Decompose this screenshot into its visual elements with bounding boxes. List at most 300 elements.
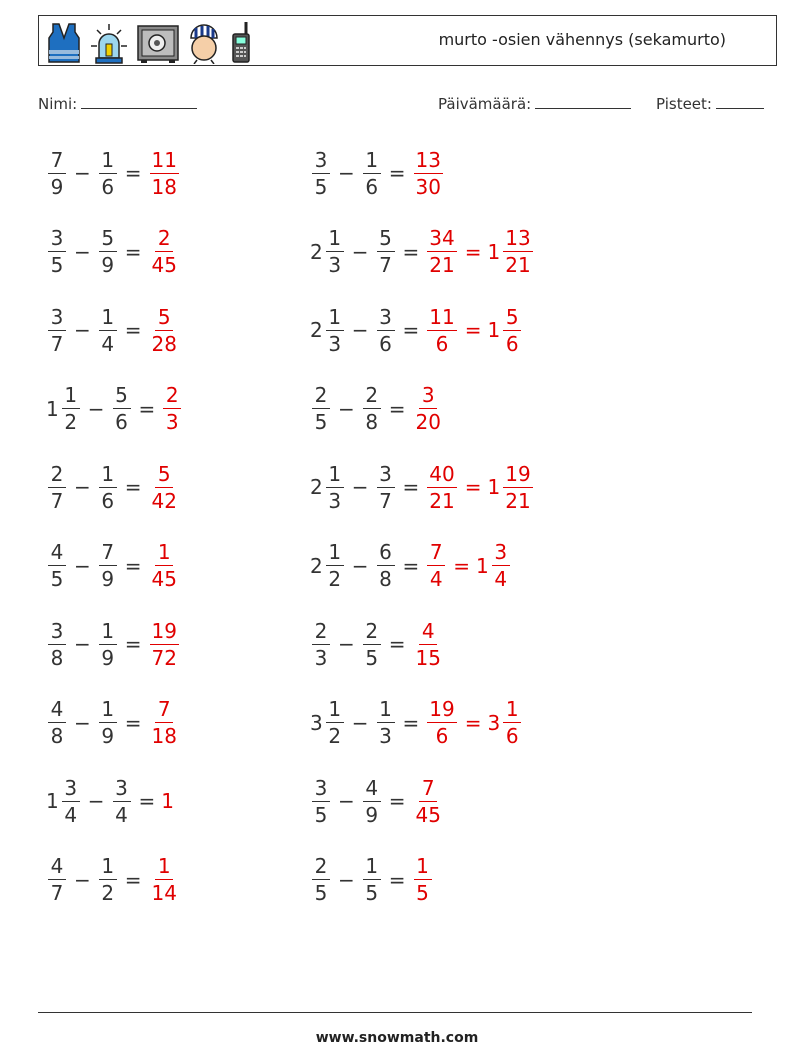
fraction [377,698,395,747]
minus-sign: − [74,161,91,185]
equals-sign: = [138,789,156,813]
subtrahend [97,306,119,355]
whole-part: 1 [487,318,501,342]
fraction [99,698,117,747]
problem-item [310,612,445,676]
score-label: Pisteet: [656,95,712,113]
denominator: 7 [379,253,392,277]
answer [148,149,181,198]
minus-sign: − [338,867,355,892]
footer-divider [38,1012,752,1013]
answer-fraction [412,384,445,433]
fraction [312,777,330,826]
numerator: 34 [429,226,455,250]
numerator: 1 [99,463,117,488]
fraction [163,384,181,433]
numerator: 5 [113,384,131,409]
denominator: 5 [314,802,328,827]
denominator: 2 [328,567,342,591]
answer-mixed-number [487,698,523,747]
numerator: 13 [505,226,531,250]
denominator: 3 [379,724,392,748]
minus-sign: − [87,396,105,421]
answer-fraction [148,463,181,512]
subtrahend [375,541,397,590]
equals-sign: = [402,475,420,499]
numerator: 2 [163,384,181,409]
answer-fraction [425,698,458,747]
answer-fraction [161,384,183,433]
fraction [492,541,510,590]
whole-part: 1 [46,396,59,421]
fraction [48,149,66,198]
numerator: 1 [326,541,344,566]
fraction [427,463,456,512]
minus-sign: − [74,475,91,499]
denominator: 4 [429,567,443,591]
problem-item [310,455,535,519]
numerator: 19 [429,697,455,721]
answer-equals-sign: = [464,710,482,735]
subtrahend [111,384,133,433]
answer [148,855,181,904]
denominator: 5 [416,881,429,905]
whole-part: 2 [310,239,323,264]
numerator: 1 [326,306,344,331]
problem-item [310,848,434,912]
equals-sign: = [124,239,142,264]
fraction [150,227,179,276]
subtrahend [97,698,119,747]
denominator: 8 [50,724,64,748]
fraction [150,306,179,355]
denominator: 9 [50,174,64,199]
fraction [99,227,117,276]
fraction [427,541,445,590]
numerator: 1 [363,855,381,880]
numerator: 1 [99,855,117,880]
denominator: 8 [379,567,392,591]
denominator: 7 [379,488,392,513]
fraction [48,855,66,904]
equals-sign: = [124,553,142,578]
numerator: 3 [492,541,510,566]
denominator: 4 [64,802,78,827]
denominator: 6 [505,724,519,748]
problem-item [310,769,445,833]
numerator: 7 [419,777,437,802]
numerator: 2 [48,463,66,488]
numerator: 1 [62,384,80,409]
fraction [312,620,330,669]
answer-fraction [412,149,445,198]
answer [425,541,512,590]
answer-fraction [148,149,181,198]
fraction [326,227,344,276]
name-label: Nimi: [38,95,78,113]
fraction [48,620,66,669]
fraction [427,698,456,747]
equals-sign: = [388,632,406,656]
problem-item [46,612,181,676]
denominator: 21 [429,253,455,277]
numerator: 5 [377,227,395,252]
denominator: 5 [314,881,328,905]
answer [161,789,174,813]
numerator: 5 [99,227,117,252]
numerator: 3 [48,620,66,645]
fraction [326,698,344,747]
numerator: 1 [155,541,173,566]
equals-sign: = [388,396,406,421]
denominator: 3 [165,410,179,434]
fraction [48,306,66,355]
fraction [99,149,117,198]
equals-sign: = [388,161,406,185]
numerator: 2 [363,384,381,409]
minus-sign: − [74,867,91,892]
minus-sign: − [351,318,369,342]
numerator: 1 [377,698,395,723]
minuend [310,149,332,198]
answer-fraction [412,777,445,826]
fraction [377,227,395,276]
numerator: 3 [377,463,395,488]
minuend [46,541,68,590]
denominator: 21 [505,253,531,277]
denominator: 9 [101,724,115,748]
equals-sign: = [124,710,142,735]
footer-url: www.snowmath.com [315,1030,479,1046]
minuend [46,620,68,669]
numerator: 4 [48,698,66,723]
numerator: 1 [326,227,344,252]
denominator: 2 [328,724,342,748]
denominator: 6 [115,410,128,434]
fraction [377,306,395,355]
numerator: 19 [505,461,531,486]
denominator: 5 [50,253,64,277]
denominator: 30 [415,174,441,199]
fraction [150,698,179,747]
denominator: 21 [429,488,455,513]
denominator: 9 [101,645,115,670]
denominator: 7 [50,331,64,356]
numerator: 11 [429,304,455,329]
minuend [46,384,82,433]
numerator: 3 [48,227,66,252]
fraction [363,149,381,198]
minuend [310,306,346,355]
fraction [326,541,344,590]
problem-item [46,298,181,362]
equals-sign: = [388,789,406,813]
minuend [310,698,346,747]
answer-fraction [412,855,434,904]
fraction [363,384,381,433]
subtrahend [97,149,119,198]
fraction [503,698,521,747]
fraction [414,777,443,826]
fraction [48,541,66,590]
fraction [113,777,131,826]
fraction [150,620,179,669]
answer-fraction [148,541,181,590]
fraction [427,306,456,355]
fraction [150,541,179,590]
numerator: 1 [99,306,117,331]
numerator: 6 [377,541,395,566]
denominator: 45 [151,253,177,277]
answer-mixed-number [487,463,534,512]
equals-sign: = [402,710,420,735]
numerator: 1 [363,149,381,174]
subtrahend [361,855,383,904]
numerator: 7 [48,149,66,174]
subtrahend [375,698,397,747]
minuend [46,777,82,826]
fraction [99,620,117,669]
minuend [310,463,346,512]
numerator: 1 [155,855,173,880]
subtrahend [375,227,397,276]
fraction [363,620,381,669]
denominator: 9 [101,567,115,591]
subtrahend [375,306,397,355]
equals-sign: = [124,632,142,656]
problem-item [46,141,181,205]
whole-part: 1 [487,239,501,264]
whole-part: 3 [487,710,501,735]
whole-part: 1 [46,789,59,813]
answer [425,463,534,512]
answer-equals-sign: = [464,318,482,342]
minus-sign: − [74,710,91,735]
denominator: 28 [151,331,177,356]
whole-part: 3 [310,710,323,735]
minus-sign: − [351,710,369,735]
fraction [414,149,443,198]
numerator: 5 [503,306,521,331]
minus-sign: − [351,239,369,264]
denominator: 6 [435,724,449,748]
denominator: 3 [328,253,342,277]
denominator: 9 [101,253,115,277]
denominator: 45 [151,567,177,591]
numerator: 5 [155,463,173,488]
denominator: 42 [151,488,177,513]
denominator: 5 [50,567,64,591]
answer-fraction [148,306,181,355]
answer [148,463,181,512]
numerator: 7 [155,698,173,723]
fraction [312,149,330,198]
minus-sign: − [74,632,91,656]
numerator: 2 [312,855,330,880]
denominator: 14 [151,881,177,905]
numerator: 1 [326,698,344,723]
answer [148,306,181,355]
subtrahend [97,541,119,590]
denominator: 21 [505,488,531,513]
fraction [326,306,344,355]
subtrahend [97,227,119,276]
numerator: 7 [99,541,117,566]
numerator: 3 [377,306,395,331]
denominator: 6 [435,331,449,356]
denominator: 6 [379,331,392,356]
denominator: 7 [50,881,64,905]
fraction [312,855,330,904]
answer-fraction [148,620,181,669]
denominator: 6 [505,331,519,356]
denominator: 8 [50,645,64,670]
denominator: 4 [115,802,128,827]
answer [412,149,445,198]
numerator: 1 [99,620,117,645]
answer [425,306,523,355]
fraction [377,541,395,590]
subtrahend [361,620,383,669]
numerator: 2 [155,227,173,252]
fraction [48,463,66,512]
denominator: 6 [101,174,115,199]
denominator: 18 [151,724,177,748]
fraction [427,227,456,276]
minus-sign: − [338,632,355,656]
answer [161,384,183,433]
minus-sign: − [74,553,91,578]
minuend [310,777,332,826]
answer [412,855,434,904]
numerator: 1 [99,698,117,723]
subtrahend [375,463,397,512]
answer-fraction [148,698,181,747]
numerator: 1 [326,463,344,488]
denominator: 4 [101,331,115,356]
subtrahend [97,620,119,669]
denominator: 6 [101,488,115,513]
minuend [46,855,68,904]
answer-mixed-number [487,227,534,276]
denominator: 20 [415,410,441,434]
numerator: 4 [363,777,381,802]
answer-equals-sign: = [464,239,482,264]
equals-sign: = [402,318,420,342]
problem-item [46,455,181,519]
equals-sign: = [402,239,420,264]
numerator: 7 [427,541,445,566]
equals-sign: = [124,318,142,342]
subtrahend [97,855,119,904]
denominator: 5 [314,410,328,434]
numerator: 4 [48,541,66,566]
denominator: 2 [101,881,115,905]
denominator: 8 [365,410,379,434]
minus-sign: − [338,789,355,813]
numerator: 3 [312,149,330,174]
subtrahend [361,384,383,433]
equals-sign: = [124,867,142,892]
whole-part: 1 [476,553,489,578]
fraction [150,855,179,904]
problem-item [310,377,445,441]
numerator: 3 [48,306,66,331]
minus-sign: − [74,318,91,342]
worksheet-title: murto -osien vähennys (sekamurto) [438,30,726,49]
numerator: 13 [415,147,441,172]
fraction [62,777,80,826]
fraction [503,227,532,276]
numerator: 2 [312,384,330,409]
numerator: 3 [62,777,80,802]
problem-item [46,691,181,755]
minuend [310,620,332,669]
fraction [503,306,521,355]
denominator: 3 [328,488,342,513]
problem-item [46,377,183,441]
answer-fraction [148,855,181,904]
denominator: 3 [328,331,342,356]
answer [412,777,445,826]
minuend [46,306,68,355]
minus-sign: − [351,475,369,499]
whole-part: 2 [310,553,323,578]
whole-part: 2 [310,475,323,499]
minus-sign: − [74,239,91,264]
denominator: 5 [365,881,379,905]
minus-sign: − [338,396,355,421]
fraction [414,384,443,433]
problem-item [310,141,445,205]
fraction [48,227,66,276]
answer-fraction [425,463,458,512]
whole-part: 1 [487,475,501,499]
fraction [48,698,66,747]
minuend [310,855,332,904]
numerator: 4 [48,855,66,880]
denominator: 4 [494,567,508,591]
denominator: 45 [415,802,441,827]
numerator: 11 [151,147,177,172]
answer-fraction [425,227,458,276]
denominator: 5 [314,174,328,199]
fraction [414,620,443,669]
problem-item [310,691,523,755]
numerator: 40 [429,461,455,486]
minuend [310,227,346,276]
numerator: 5 [155,306,173,331]
numerator: 3 [113,777,131,802]
fraction [99,306,117,355]
numerator: 1 [503,698,521,723]
denominator: 72 [151,645,177,670]
subtrahend [361,149,383,198]
numerator: 1 [414,855,432,880]
minuend [46,463,68,512]
answer-whole: 1 [161,789,174,813]
denominator: 18 [151,174,177,199]
numerator: 4 [419,620,437,645]
denominator: 9 [365,802,379,827]
fraction [113,384,131,433]
problem-item [46,534,181,598]
answer-mixed-number [487,306,523,355]
date-label: Päivämäärä: [438,95,532,113]
minuend [46,698,68,747]
numerator: 3 [419,384,437,409]
answer-fraction [425,541,447,590]
